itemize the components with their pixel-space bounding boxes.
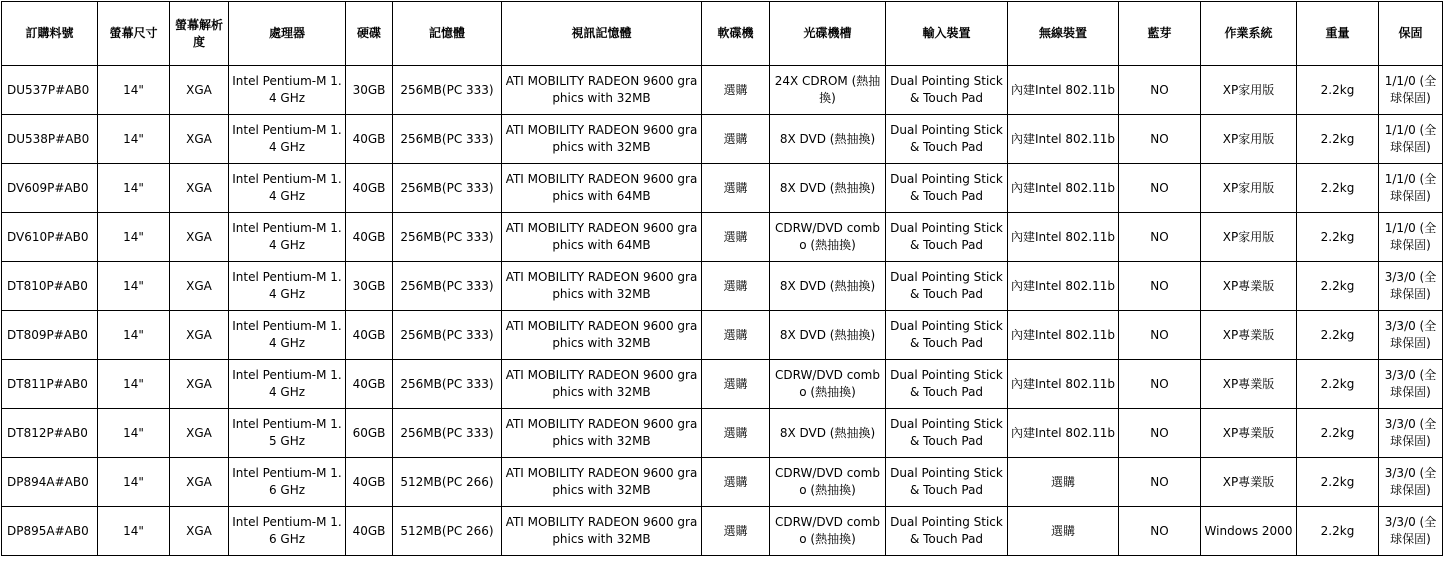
optical-drive-cell: 8X DVD (熱抽換) <box>770 409 886 458</box>
order-number-cell: DU538P#AB0 <box>2 115 98 164</box>
optical-drive-cell: 8X DVD (熱抽換) <box>770 115 886 164</box>
processor-cell: Intel Pentium-M 1.4 GHz <box>229 213 346 262</box>
hard-disk-cell: 40GB <box>346 115 393 164</box>
table-row <box>2 507 1443 556</box>
table-header <box>2 2 1443 66</box>
table-row <box>2 164 1443 213</box>
screen-size-cell: 14" <box>98 164 170 213</box>
input-device-cell: Dual Pointing Stick & Touch Pad <box>886 262 1008 311</box>
optical-drive-cell: CDRW/DVD combo (熱抽換) <box>770 213 886 262</box>
video-memory-cell: ATI MOBILITY RADEON 9600 graphics with 64MB <box>502 164 702 213</box>
resolution-cell: XGA <box>170 262 229 311</box>
floppy-cell: 選購 <box>702 213 770 262</box>
floppy-cell: 選購 <box>702 507 770 556</box>
header-col-video-memory: 視訊記憶體 <box>502 2 702 66</box>
memory-cell: 256MB(PC 333) <box>393 262 502 311</box>
header-col-os: 作業系統 <box>1201 2 1297 66</box>
warranty-cell: 3/3/0 (全球保固) <box>1379 262 1443 311</box>
processor-cell: Intel Pentium-M 1.4 GHz <box>229 115 346 164</box>
bluetooth-cell: NO <box>1119 66 1201 115</box>
wireless-cell: 內建Intel 802.11b <box>1008 360 1119 409</box>
order-number-cell: DT810P#AB0 <box>2 262 98 311</box>
optical-drive-cell: CDRW/DVD combo (熱抽換) <box>770 507 886 556</box>
weight-cell: 2.2kg <box>1297 262 1379 311</box>
input-device-cell: Dual Pointing Stick & Touch Pad <box>886 164 1008 213</box>
floppy-cell: 選購 <box>702 360 770 409</box>
memory-cell: 256MB(PC 333) <box>393 311 502 360</box>
order-number-cell: DP894A#AB0 <box>2 458 98 507</box>
header-col-processor: 處理器 <box>229 2 346 66</box>
header-col-optical-drive: 光碟機槽 <box>770 2 886 66</box>
order-number-cell: DU537P#AB0 <box>2 66 98 115</box>
table-row <box>2 66 1443 115</box>
video-memory-cell: ATI MOBILITY RADEON 9600 graphics with 32MB <box>502 360 702 409</box>
memory-cell: 256MB(PC 333) <box>393 66 502 115</box>
input-device-cell: Dual Pointing Stick & Touch Pad <box>886 115 1008 164</box>
weight-cell: 2.2kg <box>1297 66 1379 115</box>
memory-cell: 256MB(PC 333) <box>393 164 502 213</box>
wireless-cell: 內建Intel 802.11b <box>1008 262 1119 311</box>
video-memory-cell: ATI MOBILITY RADEON 9600 graphics with 32MB <box>502 66 702 115</box>
optical-drive-cell: 8X DVD (熱抽換) <box>770 311 886 360</box>
screen-size-cell: 14" <box>98 507 170 556</box>
header-col-screen-size: 螢幕尺寸 <box>98 2 170 66</box>
warranty-cell: 1/1/0 (全球保固) <box>1379 115 1443 164</box>
table-row <box>2 213 1443 262</box>
header-col-warranty: 保固 <box>1379 2 1443 66</box>
video-memory-cell: ATI MOBILITY RADEON 9600 graphics with 64MB <box>502 213 702 262</box>
os-cell: XP專業版 <box>1201 409 1297 458</box>
input-device-cell: Dual Pointing Stick & Touch Pad <box>886 213 1008 262</box>
header-col-memory: 記憶體 <box>393 2 502 66</box>
bluetooth-cell: NO <box>1119 507 1201 556</box>
resolution-cell: XGA <box>170 311 229 360</box>
resolution-cell: XGA <box>170 213 229 262</box>
screen-size-cell: 14" <box>98 458 170 507</box>
wireless-cell: 選購 <box>1008 458 1119 507</box>
resolution-cell: XGA <box>170 409 229 458</box>
wireless-cell: 內建Intel 802.11b <box>1008 213 1119 262</box>
hard-disk-cell: 40GB <box>346 311 393 360</box>
bluetooth-cell: NO <box>1119 360 1201 409</box>
warranty-cell: 1/1/0 (全球保固) <box>1379 66 1443 115</box>
hard-disk-cell: 60GB <box>346 409 393 458</box>
table-row <box>2 409 1443 458</box>
warranty-cell: 3/3/0 (全球保固) <box>1379 409 1443 458</box>
os-cell: XP家用版 <box>1201 66 1297 115</box>
warranty-cell: 3/3/0 (全球保固) <box>1379 507 1443 556</box>
table-row <box>2 262 1443 311</box>
header-col-floppy: 軟碟機 <box>702 2 770 66</box>
input-device-cell: Dual Pointing Stick & Touch Pad <box>886 507 1008 556</box>
video-memory-cell: ATI MOBILITY RADEON 9600 graphics with 32MB <box>502 507 702 556</box>
wireless-cell: 選購 <box>1008 507 1119 556</box>
hard-disk-cell: 40GB <box>346 164 393 213</box>
floppy-cell: 選購 <box>702 115 770 164</box>
processor-cell: Intel Pentium-M 1.4 GHz <box>229 262 346 311</box>
floppy-cell: 選購 <box>702 409 770 458</box>
screen-size-cell: 14" <box>98 213 170 262</box>
processor-cell: Intel Pentium-M 1.4 GHz <box>229 164 346 213</box>
processor-cell: Intel Pentium-M 1.4 GHz <box>229 66 346 115</box>
video-memory-cell: ATI MOBILITY RADEON 9600 graphics with 32MB <box>502 409 702 458</box>
resolution-cell: XGA <box>170 507 229 556</box>
optical-drive-cell: 24X CDROM (熱抽換) <box>770 66 886 115</box>
screen-size-cell: 14" <box>98 409 170 458</box>
memory-cell: 512MB(PC 266) <box>393 507 502 556</box>
video-memory-cell: ATI MOBILITY RADEON 9600 graphics with 32MB <box>502 311 702 360</box>
os-cell: XP家用版 <box>1201 213 1297 262</box>
header-col-bluetooth: 藍芽 <box>1119 2 1201 66</box>
table-row <box>2 311 1443 360</box>
weight-cell: 2.2kg <box>1297 311 1379 360</box>
screen-size-cell: 14" <box>98 115 170 164</box>
header-col-wireless: 無線裝置 <box>1008 2 1119 66</box>
bluetooth-cell: NO <box>1119 409 1201 458</box>
order-number-cell: DV610P#AB0 <box>2 213 98 262</box>
bluetooth-cell: NO <box>1119 311 1201 360</box>
memory-cell: 256MB(PC 333) <box>393 115 502 164</box>
video-memory-cell: ATI MOBILITY RADEON 9600 graphics with 32MB <box>502 262 702 311</box>
bluetooth-cell: NO <box>1119 164 1201 213</box>
warranty-cell: 3/3/0 (全球保固) <box>1379 360 1443 409</box>
floppy-cell: 選購 <box>702 458 770 507</box>
table-row <box>2 458 1443 507</box>
resolution-cell: XGA <box>170 164 229 213</box>
optical-drive-cell: 8X DVD (熱抽換) <box>770 262 886 311</box>
hard-disk-cell: 40GB <box>346 458 393 507</box>
bluetooth-cell: NO <box>1119 262 1201 311</box>
wireless-cell: 內建Intel 802.11b <box>1008 115 1119 164</box>
header-row <box>2 2 1443 66</box>
table-row <box>2 360 1443 409</box>
warranty-cell: 1/1/0 (全球保固) <box>1379 213 1443 262</box>
warranty-cell: 1/1/0 (全球保固) <box>1379 164 1443 213</box>
weight-cell: 2.2kg <box>1297 507 1379 556</box>
warranty-cell: 3/3/0 (全球保固) <box>1379 311 1443 360</box>
input-device-cell: Dual Pointing Stick & Touch Pad <box>886 458 1008 507</box>
screen-size-cell: 14" <box>98 262 170 311</box>
floppy-cell: 選購 <box>702 66 770 115</box>
os-cell: XP家用版 <box>1201 115 1297 164</box>
floppy-cell: 選購 <box>702 262 770 311</box>
processor-cell: Intel Pentium-M 1.5 GHz <box>229 409 346 458</box>
resolution-cell: XGA <box>170 115 229 164</box>
bluetooth-cell: NO <box>1119 458 1201 507</box>
hard-disk-cell: 30GB <box>346 262 393 311</box>
os-cell: Windows 2000 <box>1201 507 1297 556</box>
input-device-cell: Dual Pointing Stick & Touch Pad <box>886 66 1008 115</box>
weight-cell: 2.2kg <box>1297 115 1379 164</box>
bluetooth-cell: NO <box>1119 213 1201 262</box>
optical-drive-cell: 8X DVD (熱抽換) <box>770 164 886 213</box>
os-cell: XP專業版 <box>1201 360 1297 409</box>
os-cell: XP家用版 <box>1201 164 1297 213</box>
os-cell: XP專業版 <box>1201 458 1297 507</box>
order-number-cell: DP895A#AB0 <box>2 507 98 556</box>
header-col-hard-disk: 硬碟 <box>346 2 393 66</box>
optical-drive-cell: CDRW/DVD combo (熱抽換) <box>770 458 886 507</box>
order-number-cell: DV609P#AB0 <box>2 164 98 213</box>
memory-cell: 256MB(PC 333) <box>393 409 502 458</box>
floppy-cell: 選購 <box>702 164 770 213</box>
hard-disk-cell: 40GB <box>346 213 393 262</box>
resolution-cell: XGA <box>170 458 229 507</box>
resolution-cell: XGA <box>170 360 229 409</box>
os-cell: XP專業版 <box>1201 311 1297 360</box>
warranty-cell: 3/3/0 (全球保固) <box>1379 458 1443 507</box>
weight-cell: 2.2kg <box>1297 458 1379 507</box>
header-col-input-device: 輸入裝置 <box>886 2 1008 66</box>
weight-cell: 2.2kg <box>1297 164 1379 213</box>
weight-cell: 2.2kg <box>1297 213 1379 262</box>
resolution-cell: XGA <box>170 66 229 115</box>
screen-size-cell: 14" <box>98 360 170 409</box>
processor-cell: Intel Pentium-M 1.6 GHz <box>229 507 346 556</box>
processor-cell: Intel Pentium-M 1.4 GHz <box>229 311 346 360</box>
weight-cell: 2.2kg <box>1297 360 1379 409</box>
memory-cell: 256MB(PC 333) <box>393 213 502 262</box>
bluetooth-cell: NO <box>1119 115 1201 164</box>
memory-cell: 256MB(PC 333) <box>393 360 502 409</box>
order-number-cell: DT809P#AB0 <box>2 311 98 360</box>
input-device-cell: Dual Pointing Stick & Touch Pad <box>886 360 1008 409</box>
screen-size-cell: 14" <box>98 66 170 115</box>
wireless-cell: 內建Intel 802.11b <box>1008 164 1119 213</box>
order-number-cell: DT811P#AB0 <box>2 360 98 409</box>
video-memory-cell: ATI MOBILITY RADEON 9600 graphics with 32MB <box>502 115 702 164</box>
optical-drive-cell: CDRW/DVD combo (熱抽換) <box>770 360 886 409</box>
os-cell: XP專業版 <box>1201 262 1297 311</box>
processor-cell: Intel Pentium-M 1.4 GHz <box>229 360 346 409</box>
hard-disk-cell: 40GB <box>346 507 393 556</box>
wireless-cell: 內建Intel 802.11b <box>1008 409 1119 458</box>
wireless-cell: 內建Intel 802.11b <box>1008 66 1119 115</box>
order-number-cell: DT812P#AB0 <box>2 409 98 458</box>
header-col-weight: 重量 <box>1297 2 1379 66</box>
wireless-cell: 內建Intel 802.11b <box>1008 311 1119 360</box>
spec-table <box>1 1 1443 556</box>
header-col-resolution: 螢幕解析度 <box>170 2 229 66</box>
video-memory-cell: ATI MOBILITY RADEON 9600 graphics with 32MB <box>502 458 702 507</box>
input-device-cell: Dual Pointing Stick & Touch Pad <box>886 311 1008 360</box>
table-body <box>2 66 1443 556</box>
table-row <box>2 115 1443 164</box>
weight-cell: 2.2kg <box>1297 409 1379 458</box>
header-col-order-number: 訂購料號 <box>2 2 98 66</box>
processor-cell: Intel Pentium-M 1.6 GHz <box>229 458 346 507</box>
screen-size-cell: 14" <box>98 311 170 360</box>
memory-cell: 512MB(PC 266) <box>393 458 502 507</box>
hard-disk-cell: 30GB <box>346 66 393 115</box>
floppy-cell: 選購 <box>702 311 770 360</box>
hard-disk-cell: 40GB <box>346 360 393 409</box>
input-device-cell: Dual Pointing Stick & Touch Pad <box>886 409 1008 458</box>
